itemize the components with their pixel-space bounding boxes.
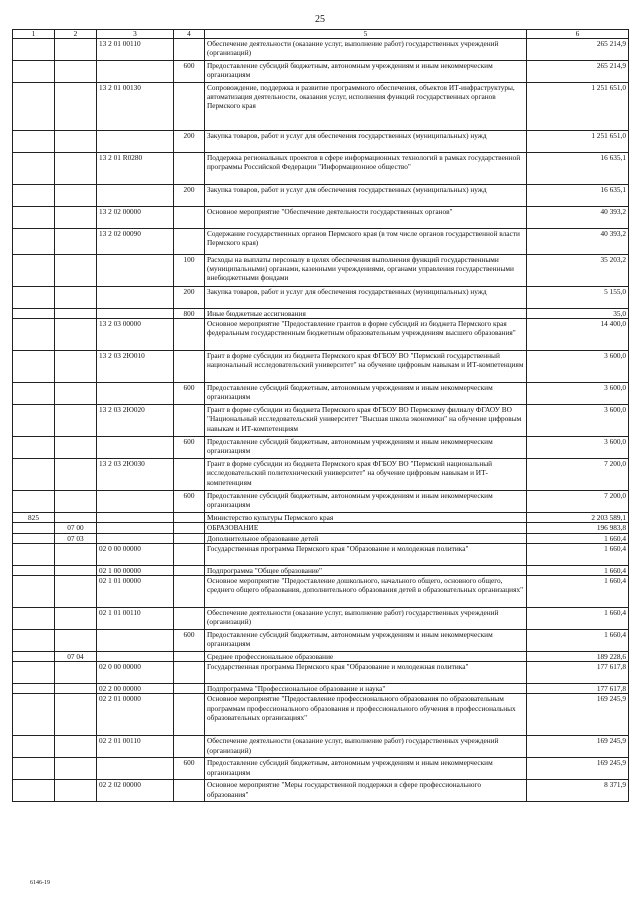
amount-cell: 40 393,2 (527, 229, 629, 255)
target-article-cell (97, 255, 174, 287)
amount-cell: 40 393,2 (527, 207, 629, 229)
amount-cell: 169 245,9 (527, 736, 629, 758)
grbs-code-cell (13, 565, 55, 575)
header-cell: 4 (174, 30, 205, 39)
section-code-cell (55, 207, 97, 229)
grbs-code-cell (13, 287, 55, 309)
grbs-code-cell (13, 758, 55, 780)
target-article-cell: 13 2 03 2Ю020 (97, 405, 174, 437)
grbs-code-cell (13, 684, 55, 694)
section-code-cell (55, 758, 97, 780)
section-code-cell (55, 61, 97, 83)
description-cell: Государственная программа Пермского края "Образование и молодежная политика" (205, 543, 527, 565)
grbs-code-cell (13, 652, 55, 662)
grbs-code-cell (13, 309, 55, 319)
header-cell: 5 (205, 30, 527, 39)
target-article-cell: 13 2 03 2Ю010 (97, 351, 174, 383)
expense-type-cell (174, 153, 205, 185)
section-code-cell (55, 780, 97, 802)
section-code-cell (55, 459, 97, 491)
target-article-cell: 13 2 02 00090 (97, 229, 174, 255)
expense-type-cell: 600 (174, 758, 205, 780)
table-row (13, 185, 629, 207)
table-row (13, 61, 629, 83)
target-article-cell (97, 491, 174, 513)
target-article-cell: 02 2 01 00110 (97, 736, 174, 758)
description-cell: Закупка товаров, работ и услуг для обеспечения государственных (муниципальных) нужд (205, 287, 527, 309)
expense-type-cell (174, 405, 205, 437)
table-row (13, 523, 629, 533)
target-article-cell: 13 2 03 00000 (97, 319, 174, 351)
target-article-cell: 02 1 01 00110 (97, 608, 174, 630)
table-row (13, 608, 629, 630)
section-code-cell (55, 229, 97, 255)
section-code-cell: 07 03 (55, 533, 97, 543)
section-code-cell (55, 630, 97, 652)
section-code-cell (55, 662, 97, 684)
target-article-cell: 13 2 02 00000 (97, 207, 174, 229)
table-row (13, 652, 629, 662)
expense-type-cell: 200 (174, 131, 205, 153)
amount-cell: 189 228,6 (527, 652, 629, 662)
section-code-cell (55, 383, 97, 405)
table-row (13, 684, 629, 694)
target-article-cell (97, 61, 174, 83)
amount-cell: 1 660,4 (527, 543, 629, 565)
section-code-cell (55, 491, 97, 513)
target-article-cell (97, 383, 174, 405)
expense-type-cell: 600 (174, 61, 205, 83)
table-row (13, 491, 629, 513)
target-article-cell (97, 513, 174, 523)
description-cell: Закупка товаров, работ и услуг для обеспечения государственных (муниципальных) нужд (205, 185, 527, 207)
description-cell: Основное мероприятие "Обеспечение деятельности государственных органов" (205, 207, 527, 229)
amount-cell: 3 600,0 (527, 351, 629, 383)
grbs-code-cell (13, 608, 55, 630)
grbs-code-cell (13, 491, 55, 513)
grbs-code-cell (13, 437, 55, 459)
table-row (13, 513, 629, 523)
amount-cell: 3 600,0 (527, 437, 629, 459)
description-cell: Обеспечение деятельности (оказание услуг, выполнение работ) государственных учреждений (организаций) (205, 608, 527, 630)
target-article-cell: 02 2 02 00000 (97, 780, 174, 802)
description-cell: Подпрограмма "Профессиональное образование и наука" (205, 684, 527, 694)
description-cell: Министерство культуры Пермского края (205, 513, 527, 523)
section-code-cell (55, 736, 97, 758)
target-article-cell (97, 287, 174, 309)
header-cell: 1 (13, 30, 55, 39)
description-cell: Основное мероприятие "Меры государственной поддержки в сфере профессионального образования" (205, 780, 527, 802)
amount-cell: 1 660,4 (527, 576, 629, 608)
amount-cell: 196 983,8 (527, 523, 629, 533)
expense-type-cell (174, 513, 205, 523)
expense-type-cell: 600 (174, 630, 205, 652)
table-row (13, 543, 629, 565)
amount-cell: 1 251 651,0 (527, 83, 629, 131)
grbs-code-cell (13, 153, 55, 185)
table-row (13, 153, 629, 185)
amount-cell: 16 635,1 (527, 153, 629, 185)
expense-type-cell: 200 (174, 185, 205, 207)
target-article-cell: 02 2 01 00000 (97, 694, 174, 736)
expense-type-cell (174, 229, 205, 255)
expense-type-cell (174, 39, 205, 61)
expense-type-cell (174, 736, 205, 758)
grbs-code-cell (13, 61, 55, 83)
table-row (13, 309, 629, 319)
table-row (13, 630, 629, 652)
description-cell: Основное мероприятие "Предоставление профессионального образования по образовательным программам профессионального образования и профессионального обучения в профессиональных образовательных организациях" (205, 694, 527, 736)
grbs-code-cell (13, 131, 55, 153)
amount-cell: 1 660,4 (527, 533, 629, 543)
amount-cell: 177 617,8 (527, 684, 629, 694)
amount-cell: 14 400,0 (527, 319, 629, 351)
amount-cell: 169 245,9 (527, 694, 629, 736)
table-row (13, 255, 629, 287)
table-row (13, 533, 629, 543)
expense-type-cell (174, 319, 205, 351)
amount-cell: 3 600,0 (527, 405, 629, 437)
target-article-cell (97, 523, 174, 533)
grbs-code-cell (13, 207, 55, 229)
table-row (13, 662, 629, 684)
grbs-code-cell (13, 319, 55, 351)
grbs-code-cell (13, 351, 55, 383)
table-row (13, 207, 629, 229)
description-cell: ОБРАЗОВАНИЕ (205, 523, 527, 533)
table-row (13, 758, 629, 780)
expense-type-cell: 600 (174, 383, 205, 405)
target-article-cell (97, 309, 174, 319)
grbs-code-cell (13, 694, 55, 736)
expense-type-cell (174, 576, 205, 608)
description-cell: Сопровождение, поддержка и развитие программного обеспечения, объектов ИТ-инфраструктуры, автоматизация деятельности, оказания услуг, исполнения функций государственных органов Пермского края (205, 83, 527, 131)
table-row (13, 229, 629, 255)
target-article-cell: 02 1 01 00000 (97, 576, 174, 608)
amount-cell: 2 203 589,1 (527, 513, 629, 523)
expense-type-cell (174, 608, 205, 630)
target-article-cell: 13 2 01 R0280 (97, 153, 174, 185)
expense-type-cell (174, 543, 205, 565)
description-cell: Расходы на выплаты персоналу в целях обеспечения выполнения функций государственными (муниципальными) органами, казенными учреждениями, органами управления государственными внебюджетными фондами (205, 255, 527, 287)
target-article-cell (97, 652, 174, 662)
amount-cell: 35,0 (527, 309, 629, 319)
grbs-code-cell (13, 543, 55, 565)
amount-cell: 1 660,4 (527, 608, 629, 630)
section-code-cell (55, 608, 97, 630)
expense-type-cell: 600 (174, 491, 205, 513)
description-cell: Государственная программа Пермского края "Образование и молодежная политика" (205, 662, 527, 684)
section-code-cell (55, 543, 97, 565)
section-code-cell: 07 04 (55, 652, 97, 662)
description-cell: Среднее профессиональное образование (205, 652, 527, 662)
amount-cell: 1 660,4 (527, 630, 629, 652)
amount-cell: 265 214,9 (527, 61, 629, 83)
section-code-cell (55, 351, 97, 383)
expense-type-cell (174, 684, 205, 694)
target-article-cell: 02 1 00 00000 (97, 565, 174, 575)
page-number: 25 (315, 14, 325, 25)
section-code-cell (55, 309, 97, 319)
expense-type-cell (174, 207, 205, 229)
description-cell: Предоставление субсидий бюджетным, автономным учреждениям и иным некоммерческим организациям (205, 630, 527, 652)
table-row (13, 287, 629, 309)
budget-table (12, 29, 629, 802)
section-code-cell (55, 513, 97, 523)
section-code-cell (55, 287, 97, 309)
section-code-cell (55, 153, 97, 185)
table-row (13, 780, 629, 802)
table-row (13, 459, 629, 491)
amount-cell: 1 660,4 (527, 565, 629, 575)
target-article-cell (97, 758, 174, 780)
description-cell: Дополнительное образование детей (205, 533, 527, 543)
section-code-cell (55, 565, 97, 575)
table-row (13, 405, 629, 437)
amount-cell: 177 617,8 (527, 662, 629, 684)
expense-type-cell (174, 652, 205, 662)
expense-type-cell (174, 459, 205, 491)
table-row (13, 83, 629, 131)
expense-type-cell (174, 694, 205, 736)
target-article-cell: 02 0 00 00000 (97, 662, 174, 684)
expense-type-cell (174, 523, 205, 533)
description-cell: Предоставление субсидий бюджетным, автономным учреждениям и иным некоммерческим организациям (205, 383, 527, 405)
description-cell: Содержание государственных органов Пермского края (в том числе органов государственной власти Пермского края) (205, 229, 527, 255)
description-cell: Обеспечение деятельности (оказание услуг, выполнение работ) государственных учреждений (организаций) (205, 736, 527, 758)
expense-type-cell: 800 (174, 309, 205, 319)
expense-type-cell (174, 662, 205, 684)
target-article-cell: 13 2 01 00130 (97, 83, 174, 131)
expense-type-cell: 200 (174, 287, 205, 309)
amount-cell: 5 155,0 (527, 287, 629, 309)
section-code-cell (55, 185, 97, 207)
section-code-cell (55, 319, 97, 351)
target-article-cell: 13 2 01 00110 (97, 39, 174, 61)
description-cell: Закупка товаров, работ и услуг для обеспечения государственных (муниципальных) нужд (205, 131, 527, 153)
section-code-cell (55, 39, 97, 61)
table-row (13, 39, 629, 61)
expense-type-cell: 100 (174, 255, 205, 287)
header-cell: 3 (97, 30, 174, 39)
target-article-cell (97, 630, 174, 652)
target-article-cell (97, 437, 174, 459)
grbs-code-cell (13, 736, 55, 758)
section-code-cell (55, 437, 97, 459)
grbs-code-cell (13, 630, 55, 652)
amount-cell: 35 203,2 (527, 255, 629, 287)
grbs-code-cell (13, 229, 55, 255)
description-cell: Предоставление субсидий бюджетным, автономным учреждениям и иным некоммерческим организациям (205, 437, 527, 459)
amount-cell: 16 635,1 (527, 185, 629, 207)
table-row (13, 694, 629, 736)
amount-cell: 169 245,9 (527, 758, 629, 780)
description-cell: Предоставление субсидий бюджетным, автономным учреждениям и иным некоммерческим организациям (205, 758, 527, 780)
amount-cell: 7 200,0 (527, 459, 629, 491)
description-cell: Предоставление субсидий бюджетным, автономным учреждениям и иным некоммерческим организациям (205, 61, 527, 83)
section-code-cell (55, 255, 97, 287)
description-cell: Подпрограмма "Общее образование" (205, 565, 527, 575)
target-article-cell (97, 131, 174, 153)
expense-type-cell (174, 565, 205, 575)
amount-cell: 7 200,0 (527, 491, 629, 513)
expense-type-cell: 600 (174, 437, 205, 459)
target-article-cell (97, 185, 174, 207)
description-cell: Обеспечение деятельности (оказание услуг, выполнение работ) государственных учреждений (организаций) (205, 39, 527, 61)
grbs-code-cell (13, 185, 55, 207)
grbs-code-cell (13, 780, 55, 802)
grbs-code-cell (13, 662, 55, 684)
expense-type-cell (174, 533, 205, 543)
target-article-cell: 13 2 03 2Ю030 (97, 459, 174, 491)
description-cell: Грант в форме субсидии из бюджета Пермского края ФГБОУ ВО Пермскому филиалу ФГАОУ ВО "Национальный исследовательский университет "Высшая школа экономики" на обучение цифровым навыкам и ИТ-компетенциям (205, 405, 527, 437)
table-row (13, 437, 629, 459)
amount-cell: 3 600,0 (527, 383, 629, 405)
table-row (13, 351, 629, 383)
table-row (13, 319, 629, 351)
table-row (13, 576, 629, 608)
footer-code: 6146-19 (30, 880, 50, 886)
section-code-cell (55, 131, 97, 153)
target-article-cell: 02 2 00 00000 (97, 684, 174, 694)
table-row (13, 736, 629, 758)
section-code-cell (55, 83, 97, 131)
table-row (13, 565, 629, 575)
amount-cell: 8 371,9 (527, 780, 629, 802)
description-cell: Иные бюджетные ассигнования (205, 309, 527, 319)
section-code-cell (55, 405, 97, 437)
expense-type-cell (174, 83, 205, 131)
grbs-code-cell (13, 523, 55, 533)
description-cell: Основное мероприятие "Предоставление дошкольного, начального общего, основного общего, среднего общего образования, дополнительного образования детей в образовательных организациях" (205, 576, 527, 608)
section-code-cell (55, 576, 97, 608)
description-cell: Поддержка региональных проектов в сфере информационных технологий в рамках государственной программы Российской Федерации "Информационное общество" (205, 153, 527, 185)
table-row (13, 383, 629, 405)
target-article-cell (97, 533, 174, 543)
expense-type-cell (174, 780, 205, 802)
grbs-code-cell (13, 383, 55, 405)
target-article-cell: 02 0 00 00000 (97, 543, 174, 565)
table-row (13, 131, 629, 153)
description-cell: Основное мероприятие "Предоставление грантов в форме субсидий из бюджета Пермского края федеральным государственным бюджетным образовательным учреждениям высшего образования" (205, 319, 527, 351)
description-cell: Предоставление субсидий бюджетным, автономным учреждениям и иным некоммерческим организациям (205, 491, 527, 513)
grbs-code-cell (13, 255, 55, 287)
grbs-code-cell (13, 576, 55, 608)
grbs-code-cell (13, 459, 55, 491)
header-cell: 6 (527, 30, 629, 39)
grbs-code-cell (13, 533, 55, 543)
section-code-cell (55, 684, 97, 694)
description-cell: Грант в форме субсидии из бюджета Пермского края ФГБОУ ВО "Пермский государственный национальный исследовательский университет" на обучение цифровым навыкам и ИТ-компетенциям (205, 351, 527, 383)
amount-cell: 265 214,9 (527, 39, 629, 61)
description-cell: Грант в форме субсидии из бюджета Пермского края ФГБОУ ВО "Пермский национальный исследовательский политехнический университет" на обучение цифровым навыкам и ИТ-компетенциям (205, 459, 527, 491)
header-cell: 2 (55, 30, 97, 39)
grbs-code-cell (13, 39, 55, 61)
grbs-code-cell (13, 83, 55, 131)
table-header-row (13, 30, 629, 39)
expense-type-cell (174, 351, 205, 383)
section-code-cell: 07 00 (55, 523, 97, 533)
amount-cell: 1 251 651,0 (527, 131, 629, 153)
section-code-cell (55, 694, 97, 736)
grbs-code-cell (13, 405, 55, 437)
grbs-code-cell: 825 (13, 513, 55, 523)
